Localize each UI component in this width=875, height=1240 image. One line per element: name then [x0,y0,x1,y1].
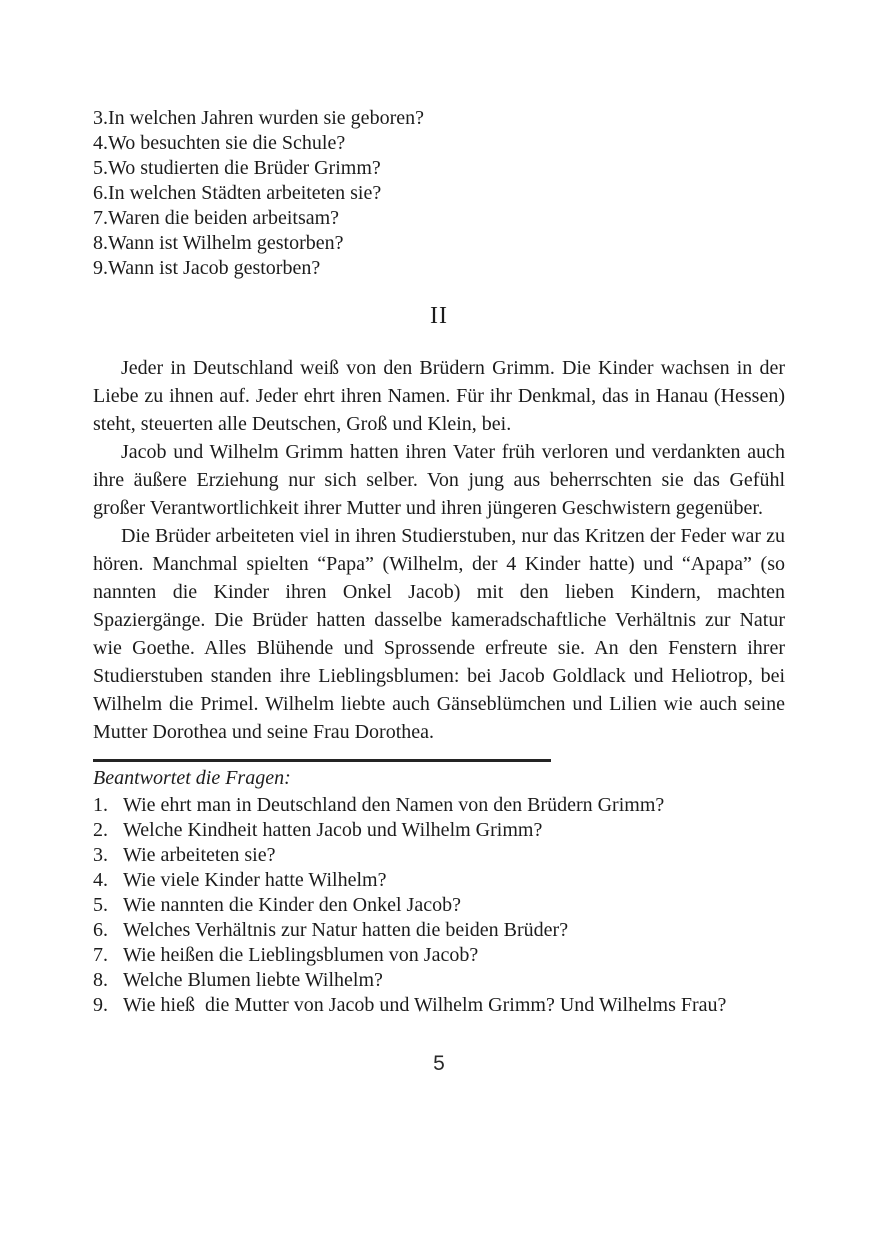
question-number: 1. [93,794,108,816]
question-item [93,918,785,943]
question-line: 9.Wann ist Jacob gestorben? [93,257,321,279]
question-line: 8.Wann ist Wilhelm gestorben? [93,232,344,254]
question-number: 9. [93,994,108,1016]
question-text: Wie viele Kinder hatte Wilhelm? [123,869,387,891]
question-text: Wie nannten die Kinder den Onkel Jacob? [123,894,461,916]
exercise-question-list [93,793,785,1018]
question-line: 3.In welchen Jahren wurden sie geboren? [93,107,424,129]
question-text: Welche Kindheit hatten Jacob und Wilhelm Grimm? [123,819,543,841]
question-number: 5. [93,894,108,916]
question-item [93,968,785,993]
question-text: Wie arbeiteten sie? [123,844,276,866]
question-line: 6.In welchen Städten arbeiteten sie? [93,182,382,204]
question-item [93,868,785,893]
question-number: 2. [93,819,108,841]
paragraph: Die Brüder arbeiteten viel in ihren Studierstuben, nur das Kritzen der Feder war zu hören. Manchmal spielten “Papa” (Wilhelm, der 4 Kinder hatte) und “Apapa” (so nannten die Kinder ihren Onkel Jacob) mit den lieben Kindern, machten Spaziergänge. Die Brüder hatten dasselbe kameradschaftliche Verhältnis zur Natur wie Goethe. Alles Blühende und Sprossende erfreute sie. An den Fenstern ihrer Studierstuben standen ihre Lieblingsblumen: bei Jacob Goldlack und Heliotrop, bei Wilhelm die Primel. Wilhelm liebte auch Gänseblümchen und Lilien wie auch seine Mutter Dorothea und seine Frau Dorothea. [93,525,785,743]
question-line: 4.Wo besuchten sie die Schule? [93,132,346,154]
exercise-heading: Beantwortet die Fragen: [93,767,291,789]
reading-text [93,354,785,746]
question-item [93,793,785,818]
question-number: 6. [93,919,108,941]
continued-question-list [93,106,785,281]
question-item [93,943,785,968]
question-line: 7.Waren die beiden arbeitsam? [93,207,340,229]
paragraph: Jeder in Deutschland weiß von den Brüdern Grimm. Die Kinder wachsen in der Liebe zu ihnen auf. Jeder ehrt ihren Namen. Für ihr Denkmal, das in Hanau (Hessen) steht, steuerten alle Deutschen, Groß und Klein, bei. [93,357,785,435]
question-text: Welches Verhältnis zur Natur hatten die beiden Brüder? [123,919,569,941]
question-text: Wie heißen die Lieblingsblumen von Jacob? [123,944,479,966]
question-line: 5.Wo studierten die Brüder Grimm? [93,157,381,179]
question-item [93,843,785,868]
question-item [93,893,785,918]
question-text: Wie ehrt man in Deutschland den Namen von den Brüdern Grimm? [123,794,665,816]
question-item [93,993,785,1018]
question-text: Welche Blumen liebte Wilhelm? [123,969,383,991]
section-divider-line [93,759,551,762]
paragraph: Jacob und Wilhelm Grimm hatten ihren Vater früh verloren und verdankten auch ihre äußere Erziehung nur sich selber. Von jung aus beherrschten sie das Gefühl großer Verantwortlichkeit ihrer Mutter und ihren jüngeren Geschwistern gegenüber. [93,441,785,519]
question-number: 3. [93,844,108,866]
page-number: 5 [433,1052,445,1075]
section-heading: II [430,303,448,329]
question-number: 8. [93,969,108,991]
question-text: Wie hieß die Mutter von Jacob und Wilhelm Grimm? Und Wilhelms Frau? [123,994,727,1016]
question-number: 7. [93,944,108,966]
question-item [93,818,785,843]
question-number: 4. [93,869,108,891]
